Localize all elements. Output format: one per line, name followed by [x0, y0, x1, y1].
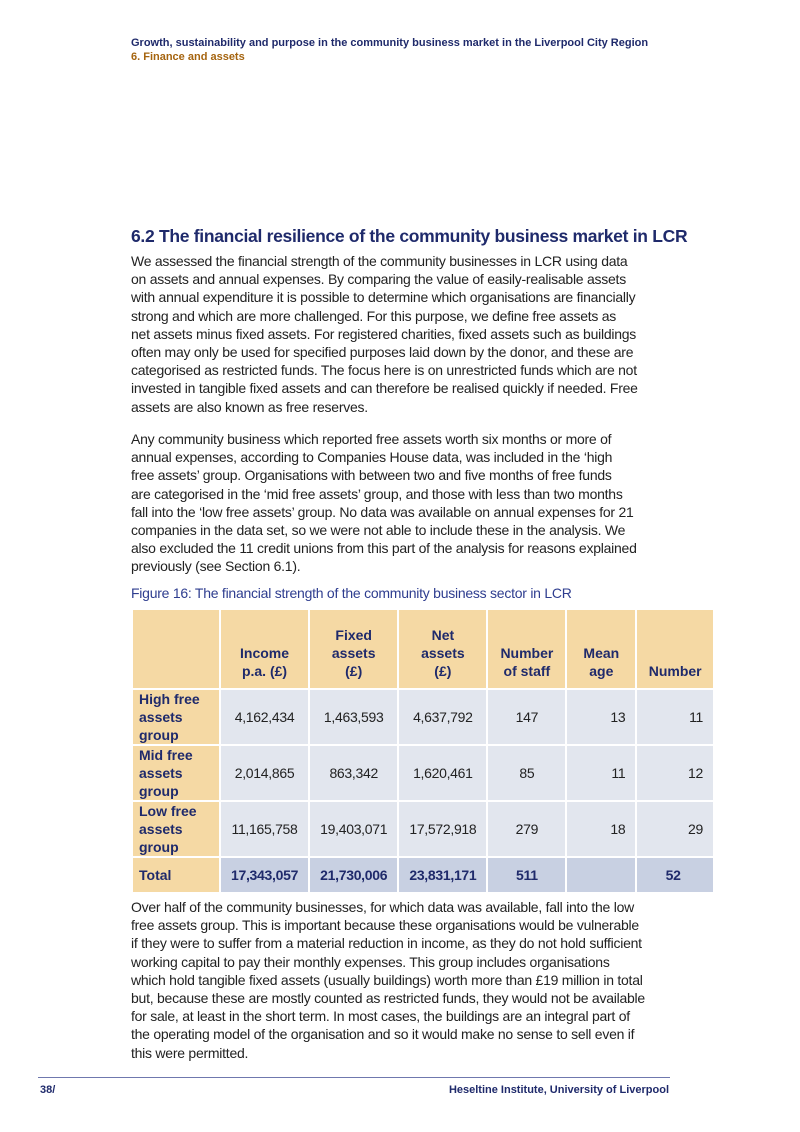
header-line: assets	[331, 645, 376, 661]
paragraph-line: also excluded the 11 credit unions from this part of the analysis for reasons explained	[131, 540, 637, 557]
table-header-net-assets	[399, 610, 486, 688]
financial-strength-table	[131, 608, 715, 894]
paragraph-line: free assets group. This is important because these organisations would be vulnerable	[131, 917, 639, 934]
table-cell: 29	[637, 802, 713, 856]
total-label: Total	[133, 858, 219, 892]
total-cell: 511	[488, 858, 565, 892]
table-total-row	[133, 858, 713, 892]
paragraph-line: Any community business which reported free assets worth six months or more of	[131, 431, 612, 447]
footer-organisation: Heseltine Institute, University of Liverpool	[448, 1084, 669, 1096]
table-cell: 12	[637, 746, 713, 800]
table-cell: 863,342	[310, 746, 397, 800]
header-line: Income	[240, 645, 290, 661]
paragraph-line: for sale, at least in the short term. In most cases, the buildings are an integral part of	[131, 1008, 630, 1025]
row-label	[133, 690, 219, 744]
row-label-line: Low free	[139, 803, 197, 819]
table-cell: 85	[488, 746, 565, 800]
table-row	[133, 746, 713, 800]
paragraph-line: previously (see Section 6.1).	[131, 558, 301, 575]
table-cell: 18	[567, 802, 635, 856]
header-line: age	[589, 663, 614, 679]
total-cell: 21,730,006	[310, 858, 397, 892]
paragraph-line: Over half of the community businesses, for which data was available, fall into the low	[131, 899, 634, 915]
row-label-line: High free	[139, 691, 200, 707]
total-cell	[567, 858, 635, 892]
table-cell: 11	[637, 690, 713, 744]
body-paragraph-1	[131, 252, 671, 416]
total-cell: 52	[637, 858, 713, 892]
table-cell: 1,463,593	[310, 690, 397, 744]
paragraph-line: net assets minus fixed assets. For registered charities, fixed assets such as buildings	[131, 325, 637, 342]
table-cell: 4,637,792	[399, 690, 486, 744]
paragraph-line: assets are also known as free reserves.	[131, 398, 368, 415]
table-cell: 11	[567, 746, 635, 800]
total-cell: 23,831,171	[399, 858, 486, 892]
table-cell: 13	[567, 690, 635, 744]
table-cell: 147	[488, 690, 565, 744]
section-title: 6.2 The financial resilience of the community business market in LCR	[131, 226, 688, 246]
total-cell: 17,343,057	[221, 858, 308, 892]
paragraph-line: on assets and annual expenses. By comparing the value of easily-realisable assets	[131, 271, 626, 288]
paragraph-line: annual expenses, according to Companies House data, was included in the ‘high	[131, 449, 613, 466]
row-label	[133, 802, 219, 856]
header-line: (£)	[345, 663, 363, 679]
header-line: Number	[500, 645, 554, 661]
table-row	[133, 802, 713, 856]
paragraph-line: free assets’ group. Organisations with between two and five months of free funds	[131, 467, 612, 484]
running-head-section: 6. Finance and assets	[131, 51, 245, 63]
table-cell: 17,572,918	[399, 802, 486, 856]
paragraph-line: but, because these are mostly counted as restricted funds, they would not be available	[131, 990, 645, 1007]
paragraph-line: often may only be used for specified purposes laid down by the donor, and these are	[131, 344, 634, 361]
table-cell: 1,620,461	[399, 746, 486, 800]
paragraph-line: categorised as restricted funds. The focus here is on unrestricted funds which are not	[131, 362, 637, 379]
table-cell: 4,162,434	[221, 690, 308, 744]
table-cell: 2,014,865	[221, 746, 308, 800]
row-label-line: assets group	[139, 821, 183, 855]
paragraph-line: We assessed the financial strength of the community businesses in LCR using data	[131, 253, 628, 269]
paragraph-line: this were permitted.	[131, 1044, 249, 1061]
body-paragraph-2	[131, 430, 671, 576]
header-line: Number	[648, 663, 702, 679]
header-line: (£)	[434, 663, 452, 679]
paragraph-line: if they were to suffer from a material reduction in income, as they do not hold sufficient	[131, 935, 642, 952]
header-line: Fixed	[335, 627, 372, 643]
table-cell: 279	[488, 802, 565, 856]
row-label-line: assets group	[139, 709, 183, 743]
paragraph-line: working capital to pay their monthly expenses. This group includes organisations	[131, 953, 610, 970]
header-line: Mean	[583, 645, 620, 661]
table-header-fixed-assets	[310, 610, 397, 688]
table-header-blank	[133, 610, 219, 688]
running-head-title: Growth, sustainability and purpose in the community business market in the Liverpool City Region	[131, 37, 649, 49]
paragraph-line: fall into the ‘low free assets’ group. No data was available on annual expenses for 21	[131, 503, 634, 520]
table-cell: 11,165,758	[221, 802, 308, 856]
footer-divider	[38, 1077, 670, 1078]
figure-caption: Figure 16: The financial strength of the community business sector in LCR	[131, 585, 572, 601]
row-label-line: Mid free	[139, 747, 193, 763]
table-header-number	[637, 610, 713, 688]
header-line: of staff	[503, 663, 551, 679]
page-number: 38/	[40, 1084, 56, 1096]
table-row	[133, 690, 713, 744]
table-header-income	[221, 610, 308, 688]
paragraph-line: companies in the data set, so we were not able to include these in the analysis. We	[131, 522, 626, 539]
paragraph-line: with annual expenditure it is possible to determine which organisations are financially	[131, 289, 636, 306]
header-line: assets	[421, 645, 465, 661]
paragraph-line: which hold tangible fixed assets (usually buildings) worth more than £19 million in total	[131, 971, 643, 988]
header-line: p.a. (£)	[241, 663, 288, 679]
table-header-mean-age	[567, 610, 635, 688]
paragraph-line: are categorised in the ‘mid free assets’ group, and those with less than two months	[131, 485, 623, 502]
row-label	[133, 746, 219, 800]
body-paragraph-3	[131, 898, 671, 1062]
table-header-number-of-staff	[488, 610, 565, 688]
table-cell: 19,403,071	[310, 802, 397, 856]
header-line: Net	[431, 627, 455, 643]
paragraph-line: the operating model of the organisation and so it would make no sense to sell even if	[131, 1026, 635, 1043]
paragraph-line: strong and which are more challenged. For this purpose, we define free assets as	[131, 307, 617, 324]
table-header-row	[133, 610, 713, 688]
paragraph-line: invested in tangible fixed assets and can therefore be realised quickly if needed. Free	[131, 380, 638, 397]
running-head	[131, 36, 648, 64]
row-label-line: assets group	[139, 765, 183, 799]
